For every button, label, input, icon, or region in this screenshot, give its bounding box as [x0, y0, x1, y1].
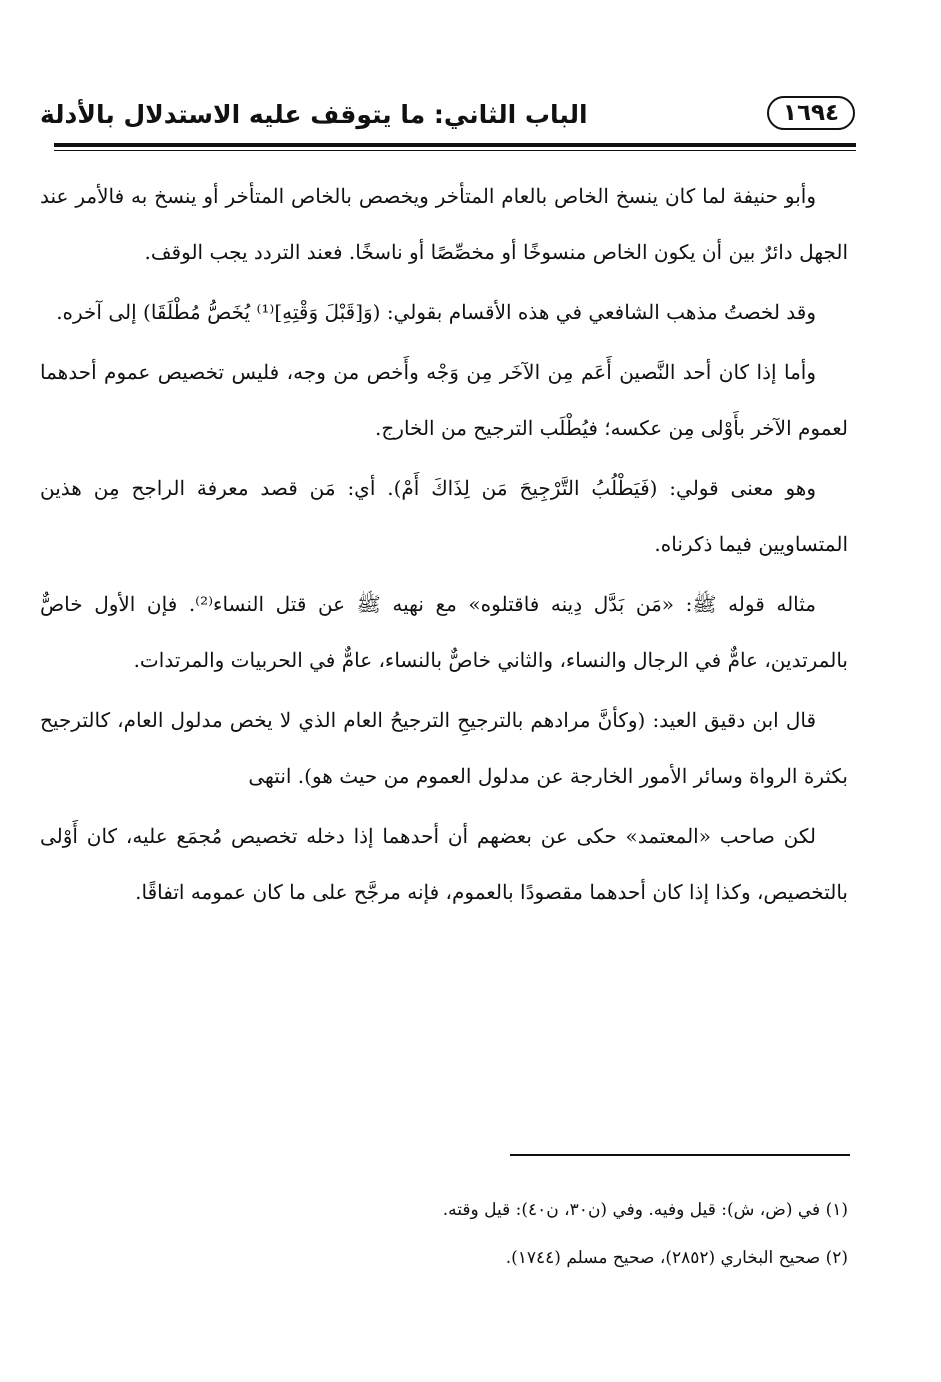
page-number-badge: ١٦٩٤: [767, 96, 855, 130]
chapter-title: الباب الثاني: ما يتوقف عليه الاستدلال بالأدلة: [40, 100, 588, 129]
paragraph: قال ابن دقيق العيد: (وكأنَّ مرادهم بالترجيحِ الترجيحُ العام الذي لا يخص مدلول العام، كالترجيح بكثرة الرواة وسائر الأمور الخارجة عن مدلول العموم من حيث هو). انتهى: [40, 708, 848, 788]
footnote: (٢) صحيح البخاري (٢٨٥٢)، صحيح مسلم (١٧٤٤).: [505, 1248, 848, 1268]
paragraph: وأما إذا كان أحد النَّصين أَعَم مِن الآخَر مِن وَجْه وأَخص من وجه، فليس تخصيص عموم أحدهما لعموم الآخر بأَوْلى مِن عكسه؛ فيُطْلَب الترجيح من الخارج.: [40, 360, 848, 440]
paragraph: وأبو حنيفة لما كان ينسخ الخاص بالعام المتأخر ويخصص بالخاص المتأخر أو ينسخ به فالأمر عند الجهل دائرٌ بين أن يكون الخاص منسوخًا أو مخصِّصًا أو ناسخًا. فعند التردد يجب الوقف.: [40, 184, 848, 264]
paragraph: لكن صاحب «المعتمد» حكى عن بعضهم أن أحدهما إذا دخله تخصيص مُجمَع عليه، كان أَوْلى بالتخصيص، وكذا إذا كان أحدهما مقصودًا بالعموم، فإنه مرجَّح على ما كان عمومه اتفاقًا.: [40, 824, 848, 904]
footnotes: [40, 1186, 848, 1282]
paragraph: وهو معنى قولي: (فَيَطْلُبُ التَّرْجِيحَ مَن لِذَاكَ أَمْ). أي: مَن قصد معرفة الراجح مِن هذين المتساويين فيما ذكرناه.: [40, 476, 848, 556]
footnote-separator: [510, 1154, 850, 1156]
main-text: [40, 168, 848, 924]
paragraph: وقد لخصتُ مذهب الشافعي في هذه الأقسام بقولي: (وَ[قَبْلَ وَقْتِهِ]⁽¹⁾ يُخَصُّ مُطْلَقَا) إلى آخره.: [56, 300, 816, 324]
header-rule-thin: [54, 150, 856, 151]
paragraph: مثاله قوله ﷺ: «مَن بَدَّل دِينه فاقتلوه» مع نهيه ﷺ عن قتل النساء⁽²⁾. فإن الأول خاصٌّ بالمرتدين، عامٌّ في الرجال والنساء، والثاني خاصٌّ بالنساء، عامٌّ في الحربيات والمرتدات.: [40, 592, 848, 672]
footnote: (١) في (ض، ش): قيل وفيه. وفي (ن٣٠، ن٤٠): قيل وقته.: [442, 1200, 848, 1220]
page-header: [40, 92, 855, 148]
header-rule-thick: [54, 143, 856, 147]
